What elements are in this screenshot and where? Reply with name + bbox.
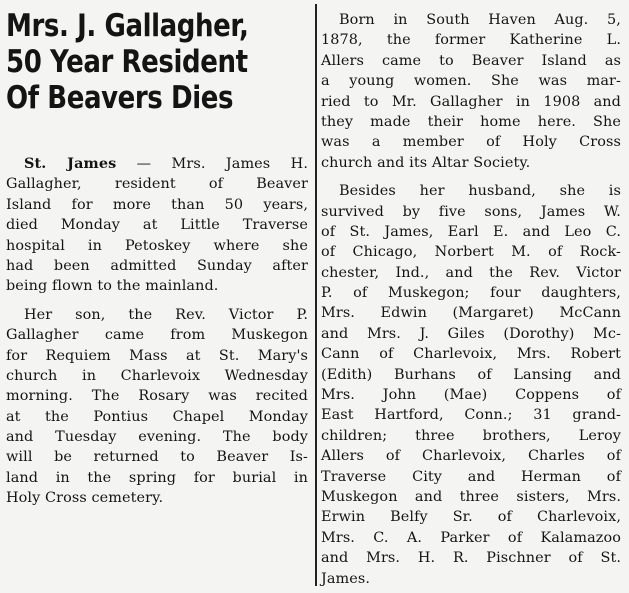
paragraph-line: Traverse City and Herman of (321, 468, 621, 485)
paragraph-line: land in the spring for burial in (6, 469, 308, 486)
paragraph-line: and Mrs. H. R. Pischner of St. (321, 550, 621, 567)
dateline: St. James (24, 155, 117, 172)
paragraph-line: a young women. She was mar- (321, 73, 621, 90)
paragraph-line: Born in South Haven Aug. 5, (339, 12, 621, 28)
paragraph-line: ried to Mr. Gallagher in 1908 and (321, 93, 621, 110)
paragraph-line (6, 154, 308, 174)
paragraph-line: Allers of Charlevoix, Charles of (321, 448, 621, 465)
paragraph-line: Allers came to Beaver Island as (321, 52, 621, 69)
paragraph-line: Erwin Belfy Sr. of Charlevoix, (321, 509, 621, 526)
headline-line-2: 50 Year Resident (6, 44, 248, 80)
paragraph-line: church in Charlevoix Wednesday (6, 367, 308, 384)
paragraph-line: and Tuesday evening. The body (6, 429, 308, 446)
paragraph-line: will be returned to Beaver Is- (6, 449, 308, 466)
paragraph-line: Besides her husband, she is (339, 183, 621, 200)
left-column (6, 8, 308, 507)
paragraph-line: Gallagher, resident of Beaver (6, 176, 308, 193)
paragraph-line: morning. The Rosary was recited (6, 388, 308, 405)
paragraph-line: survived by five sons, James W. (321, 203, 621, 220)
paragraph-line: Island for more than 50 years, (6, 196, 308, 213)
paragraph-line: (Edith) Burhans of Lansing and (321, 366, 621, 383)
paragraph-line: Her son, the Rev. Victor P. (24, 306, 308, 323)
paragraph-line: Gallagher came from Muskegon (6, 327, 308, 344)
paragraph-line: 1878, the former Katherine L. (321, 32, 621, 49)
paragraph-line: children; three brothers, Leroy (321, 427, 621, 444)
paragraph-line: for Requiem Mass at St. Mary's (6, 347, 308, 364)
paragraph-line: died Monday at Little Traverse (6, 217, 308, 234)
paragraph-line: Mrs. Edwin (Margaret) McCann (321, 305, 621, 322)
headline-line-3: Of Beavers Dies (6, 80, 234, 116)
paragraph-line: Mrs. C. A. Parker of Kalamazoo (321, 529, 621, 546)
paragraph-line: Muskegon and three sisters, Mrs. (321, 488, 621, 505)
paragraph-line: chester, Ind., and the Rev. Victor (321, 264, 621, 281)
paragraph-line: of St. James, Earl E. and Leo C. (321, 223, 621, 240)
left-body (6, 154, 308, 509)
paragraph-line: Cann of Charlevoix, Mrs. Robert (321, 346, 621, 363)
paragraph-line: being flown to the mainland. (6, 278, 219, 295)
paragraph-line: James. (321, 570, 371, 587)
headline (6, 8, 308, 116)
paragraph-line: Mrs. John (Mae) Coppens of (321, 387, 621, 404)
dateline-continuation: — Mrs. James H. (136, 156, 308, 172)
paragraph-line: had been admitted Sunday after (6, 257, 308, 274)
right-column (321, 10, 621, 589)
paragraph-line: East Hartford, Conn.; 31 grand- (321, 407, 621, 424)
paragraph-line: church and its Altar Society. (321, 154, 531, 171)
paragraph-line: and Mrs. J. Giles (Dorothy) Mc- (321, 325, 621, 342)
column-rule (315, 4, 317, 586)
paragraph-line: was a member of Holy Cross (321, 134, 621, 151)
paragraph-line: they made their home here. She (321, 113, 621, 130)
paragraph-line: Holy Cross cemetery. (6, 490, 164, 507)
headline-line-1: Mrs. J. Gallagher, (6, 8, 249, 44)
paragraph-line: of Chicago, Norbert M. of Rock- (321, 244, 621, 261)
paragraph-line: P. of Muskegon; four daughters, (321, 285, 621, 302)
paragraph-line: hospital in Petoskey where she (6, 237, 308, 254)
paragraph-line: at the Pontius Chapel Monday (6, 408, 308, 425)
